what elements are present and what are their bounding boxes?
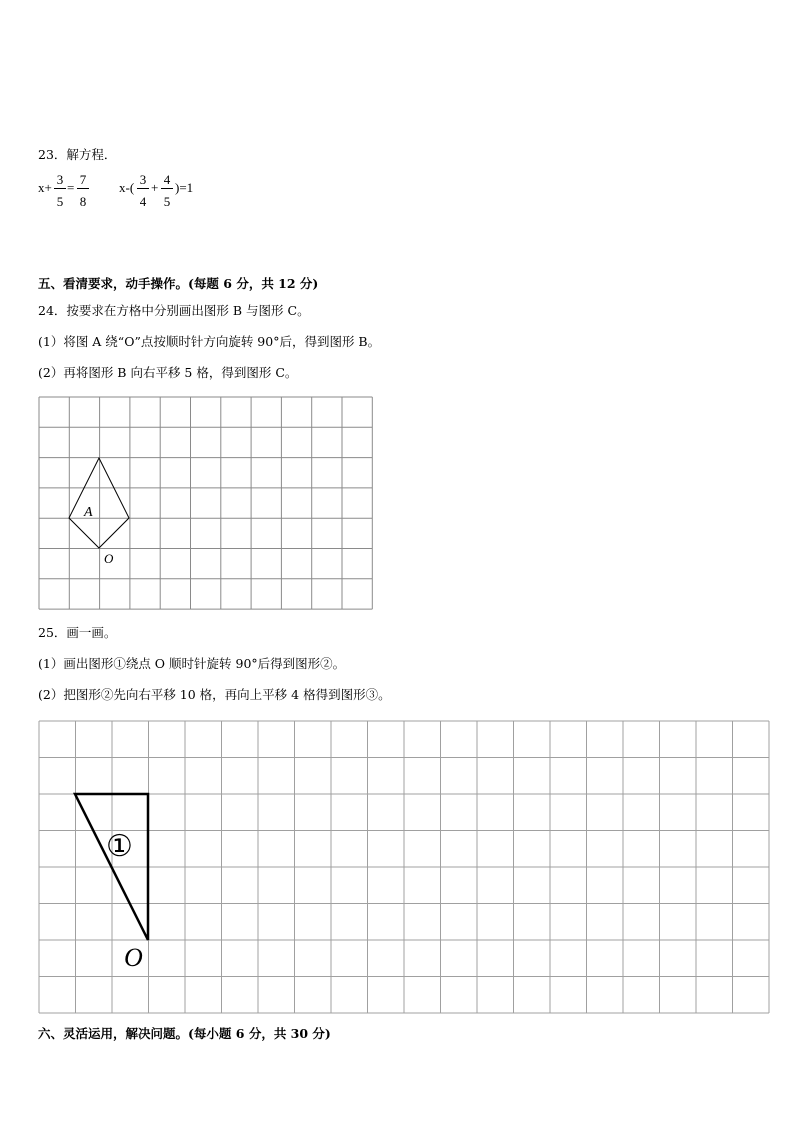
- q25-title: 25．画一画。: [38, 625, 117, 640]
- eq1-frac1-den: 5: [56, 194, 64, 209]
- eq2-rhs: )=1: [175, 180, 194, 195]
- q24-title: 24．按要求在方格中分别画出图形 B 与图形 C。: [38, 303, 310, 318]
- eq1-frac1-num: 3: [56, 172, 64, 187]
- eq1-lhs: x+: [38, 180, 52, 195]
- eq1-eqsign: =: [67, 180, 75, 195]
- shape-1-label: ①: [106, 829, 133, 864]
- eq2-plus: +: [151, 180, 159, 195]
- q24-step2: (2）再将图形 B 向右平移 5 格，得到图形 C。: [38, 365, 298, 380]
- q23-title: 23．解方程．: [38, 147, 117, 162]
- eq1-frac2-num: 7: [79, 172, 87, 187]
- section5-title: 五、看清要求，动手操作。(每题 6 分，共 12 分): [38, 276, 319, 291]
- eq1-frac2-den: 8: [79, 194, 87, 209]
- q25-step2: (2）把图形②先向右平移 10 格，再向上平移 4 格得到图形③。: [38, 687, 391, 702]
- point-o-label: O: [104, 551, 114, 566]
- eq2-frac2-den: 5: [163, 194, 171, 209]
- point-o-label-2: O: [124, 943, 143, 972]
- q24-step1: (1）将图 A 绕“O”点按顺时针方向旋转 90°后，得到图形 B。: [38, 334, 381, 349]
- eq2-frac2-num: 4: [163, 172, 171, 187]
- section6-title: 六、灵活运用，解决问题。(每小题 6 分，共 30 分): [38, 1026, 331, 1041]
- shape-a-label: A: [84, 505, 93, 520]
- eq2-frac1-num: 3: [139, 172, 147, 187]
- q25-step1: (1）画出图形①绕点 O 顺时针旋转 90°后得到图形②。: [38, 656, 346, 671]
- eq2-lhs: x-(: [119, 180, 135, 195]
- eq2-frac1-den: 4: [139, 194, 147, 209]
